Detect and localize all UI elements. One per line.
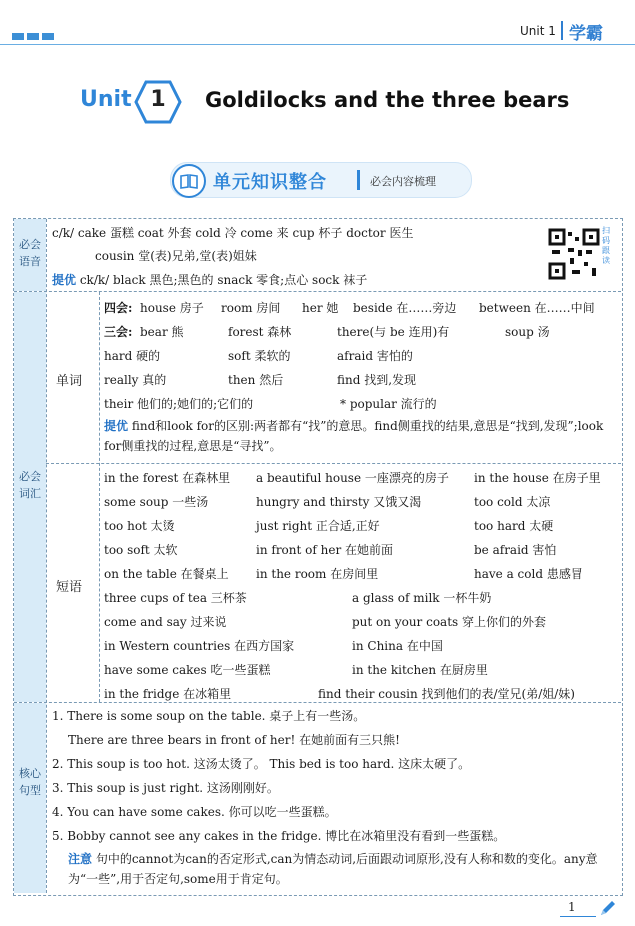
word-item: hard 硬的: [104, 349, 161, 363]
sentence-item: 5. Bobby cannot see any cakes in the fridge. 博比在冰箱里没有看到一些蛋糕。: [52, 829, 506, 843]
phrase-item: in Western countries 在西方国家: [104, 639, 295, 653]
header-rule: [0, 44, 635, 45]
phrase-item: in front of her 在她前面: [256, 543, 394, 557]
tip-label: 提优: [52, 273, 77, 287]
pronunciation-line-1: c/k/ cake 蛋糕 coat 外套 cold 冷 come 来 cup 杯子 doctor 医生: [52, 226, 414, 240]
pronunciation-line-2: cousin 堂(表)兄弟,堂(表)姐妹: [95, 249, 257, 263]
phrase-item: find their cousin 找到他们的表/堂兄(弟/姐/妹): [318, 687, 575, 701]
category-label-pronunciation: 必会语音: [19, 238, 41, 268]
word-item: there(与 be 连用)有: [337, 325, 450, 339]
word-item: then 然后: [228, 373, 284, 387]
sentence-item: 3. This soup is just right. 这汤刚刚好。: [52, 781, 279, 795]
row-divider: [46, 463, 621, 464]
four-skill-label: 四会:: [104, 301, 133, 315]
phrase-item: three cups of tea 三杯茶: [104, 591, 247, 605]
phrase-item: hungry and thirsty 又饿又渴: [256, 495, 422, 509]
unit-number: 1: [150, 87, 166, 112]
category-label-vocab: 必会词汇: [19, 470, 41, 500]
col-divider: [99, 292, 100, 702]
page-title: Goldilocks and the three bears: [205, 88, 570, 112]
phrase-item: in the kitchen 在厨房里: [352, 663, 488, 677]
phrase-item: a glass of milk 一杯牛奶: [352, 591, 492, 605]
word-item: room 房间: [221, 301, 281, 315]
word-item: her 她: [302, 301, 339, 315]
header-separator: [561, 21, 563, 40]
phrase-item: in the fridge 在冰箱里: [104, 687, 232, 701]
sentence-item: 2. This soup is too hot. 这汤太烫了。 This bed is too hard. 这床太硬了。: [52, 757, 471, 771]
word-item: really 真的: [104, 373, 167, 387]
header-decoration: [12, 33, 54, 40]
category-label-sentences: 核心句型: [19, 767, 41, 797]
phrase-item: in the room 在房间里: [256, 567, 379, 581]
row-divider: [14, 291, 621, 292]
section-divider: [357, 170, 360, 190]
phrase-item: in China 在中国: [352, 639, 443, 653]
phrase-item: in the house 在房子里: [474, 471, 601, 485]
row-divider: [14, 702, 621, 703]
phrase-item: some soup 一些汤: [104, 495, 209, 509]
words-label: 单词: [56, 374, 83, 389]
word-item: afraid 害怕的: [337, 349, 413, 363]
word-item: beside 在……旁边: [353, 301, 457, 315]
word-item: forest 森林: [228, 325, 292, 339]
sentences-note: 注意 句中的cannot为can的否定形式,can为情态动词,后面跟动词原形,没有人称和数的变化。any意为“一些”,用于否定句,some用于肯定句。: [68, 852, 598, 886]
col-divider: [46, 219, 47, 893]
word-item: soft 柔软的: [228, 349, 291, 363]
words-tip: 提优 find和look for的区别:两者都有“找”的意思。find侧重找的结果,意思是“找到,发现”;look for侧重找的过程,意思是“寻找”。: [104, 419, 604, 453]
section-subtitle: 必会内容梳理: [370, 175, 436, 188]
section-title: 单元知识整合: [213, 172, 327, 193]
phrase-item: a beautiful house 一座漂亮的房子: [256, 471, 449, 485]
phrase-item: put on your coats 穿上你们的外套: [352, 615, 546, 629]
sentence-item: 1. There is some soup on the table. 桌子上有一些汤。: [52, 709, 366, 723]
footer-rule: [560, 916, 596, 917]
phrase-item: come and say 过来说: [104, 615, 227, 629]
phrase-item: too soft 太软: [104, 543, 178, 557]
qr-code-icon[interactable]: [548, 228, 600, 280]
word-item: bear 熊: [140, 325, 184, 339]
header-unit-label: Unit 1: [520, 24, 556, 38]
phrase-item: just right 正合适,正好: [256, 519, 380, 533]
phrase-item: in the forest 在森林里: [104, 471, 231, 485]
pronunciation-line-3: 提优 ck/k/ black 黑色;黑色的 snack 零食;点心 sock 袜子: [52, 273, 368, 287]
sentence-item: There are three bears in front of her! 在她前面有三只熊!: [68, 733, 400, 747]
phrase-item: on the table 在餐桌上: [104, 567, 229, 581]
phrase-item: have some cakes 吃一些蛋糕: [104, 663, 271, 677]
word-item: * popular 流行的: [340, 397, 437, 411]
pencil-icon: [598, 898, 618, 918]
word-item: find 找到,发现: [337, 373, 417, 387]
unit-word: Unit: [80, 87, 132, 112]
word-item: between 在……中间: [479, 301, 595, 315]
book-icon: [172, 164, 206, 198]
page-number: 1: [568, 900, 576, 914]
sentence-item: 4. You can have some cakes. 你可以吃一些蛋糕。: [52, 805, 337, 819]
qr-code-label: 扫码跟读: [602, 226, 610, 265]
phrase-item: too cold 太凉: [474, 495, 551, 509]
word-item: soup 汤: [505, 325, 550, 339]
word-item: house 房子: [140, 301, 204, 315]
word-item: their 他们的;她们的;它们的: [104, 397, 254, 411]
phrase-item: be afraid 害怕: [474, 543, 557, 557]
brand-logo: 学霸: [569, 24, 603, 44]
phrase-item: too hot 太烫: [104, 519, 175, 533]
three-skill-label: 三会:: [104, 325, 133, 339]
phrases-label: 短语: [56, 580, 83, 595]
phrase-item: too hard 太硬: [474, 519, 554, 533]
phrase-item: have a cold 患感冒: [474, 567, 583, 581]
